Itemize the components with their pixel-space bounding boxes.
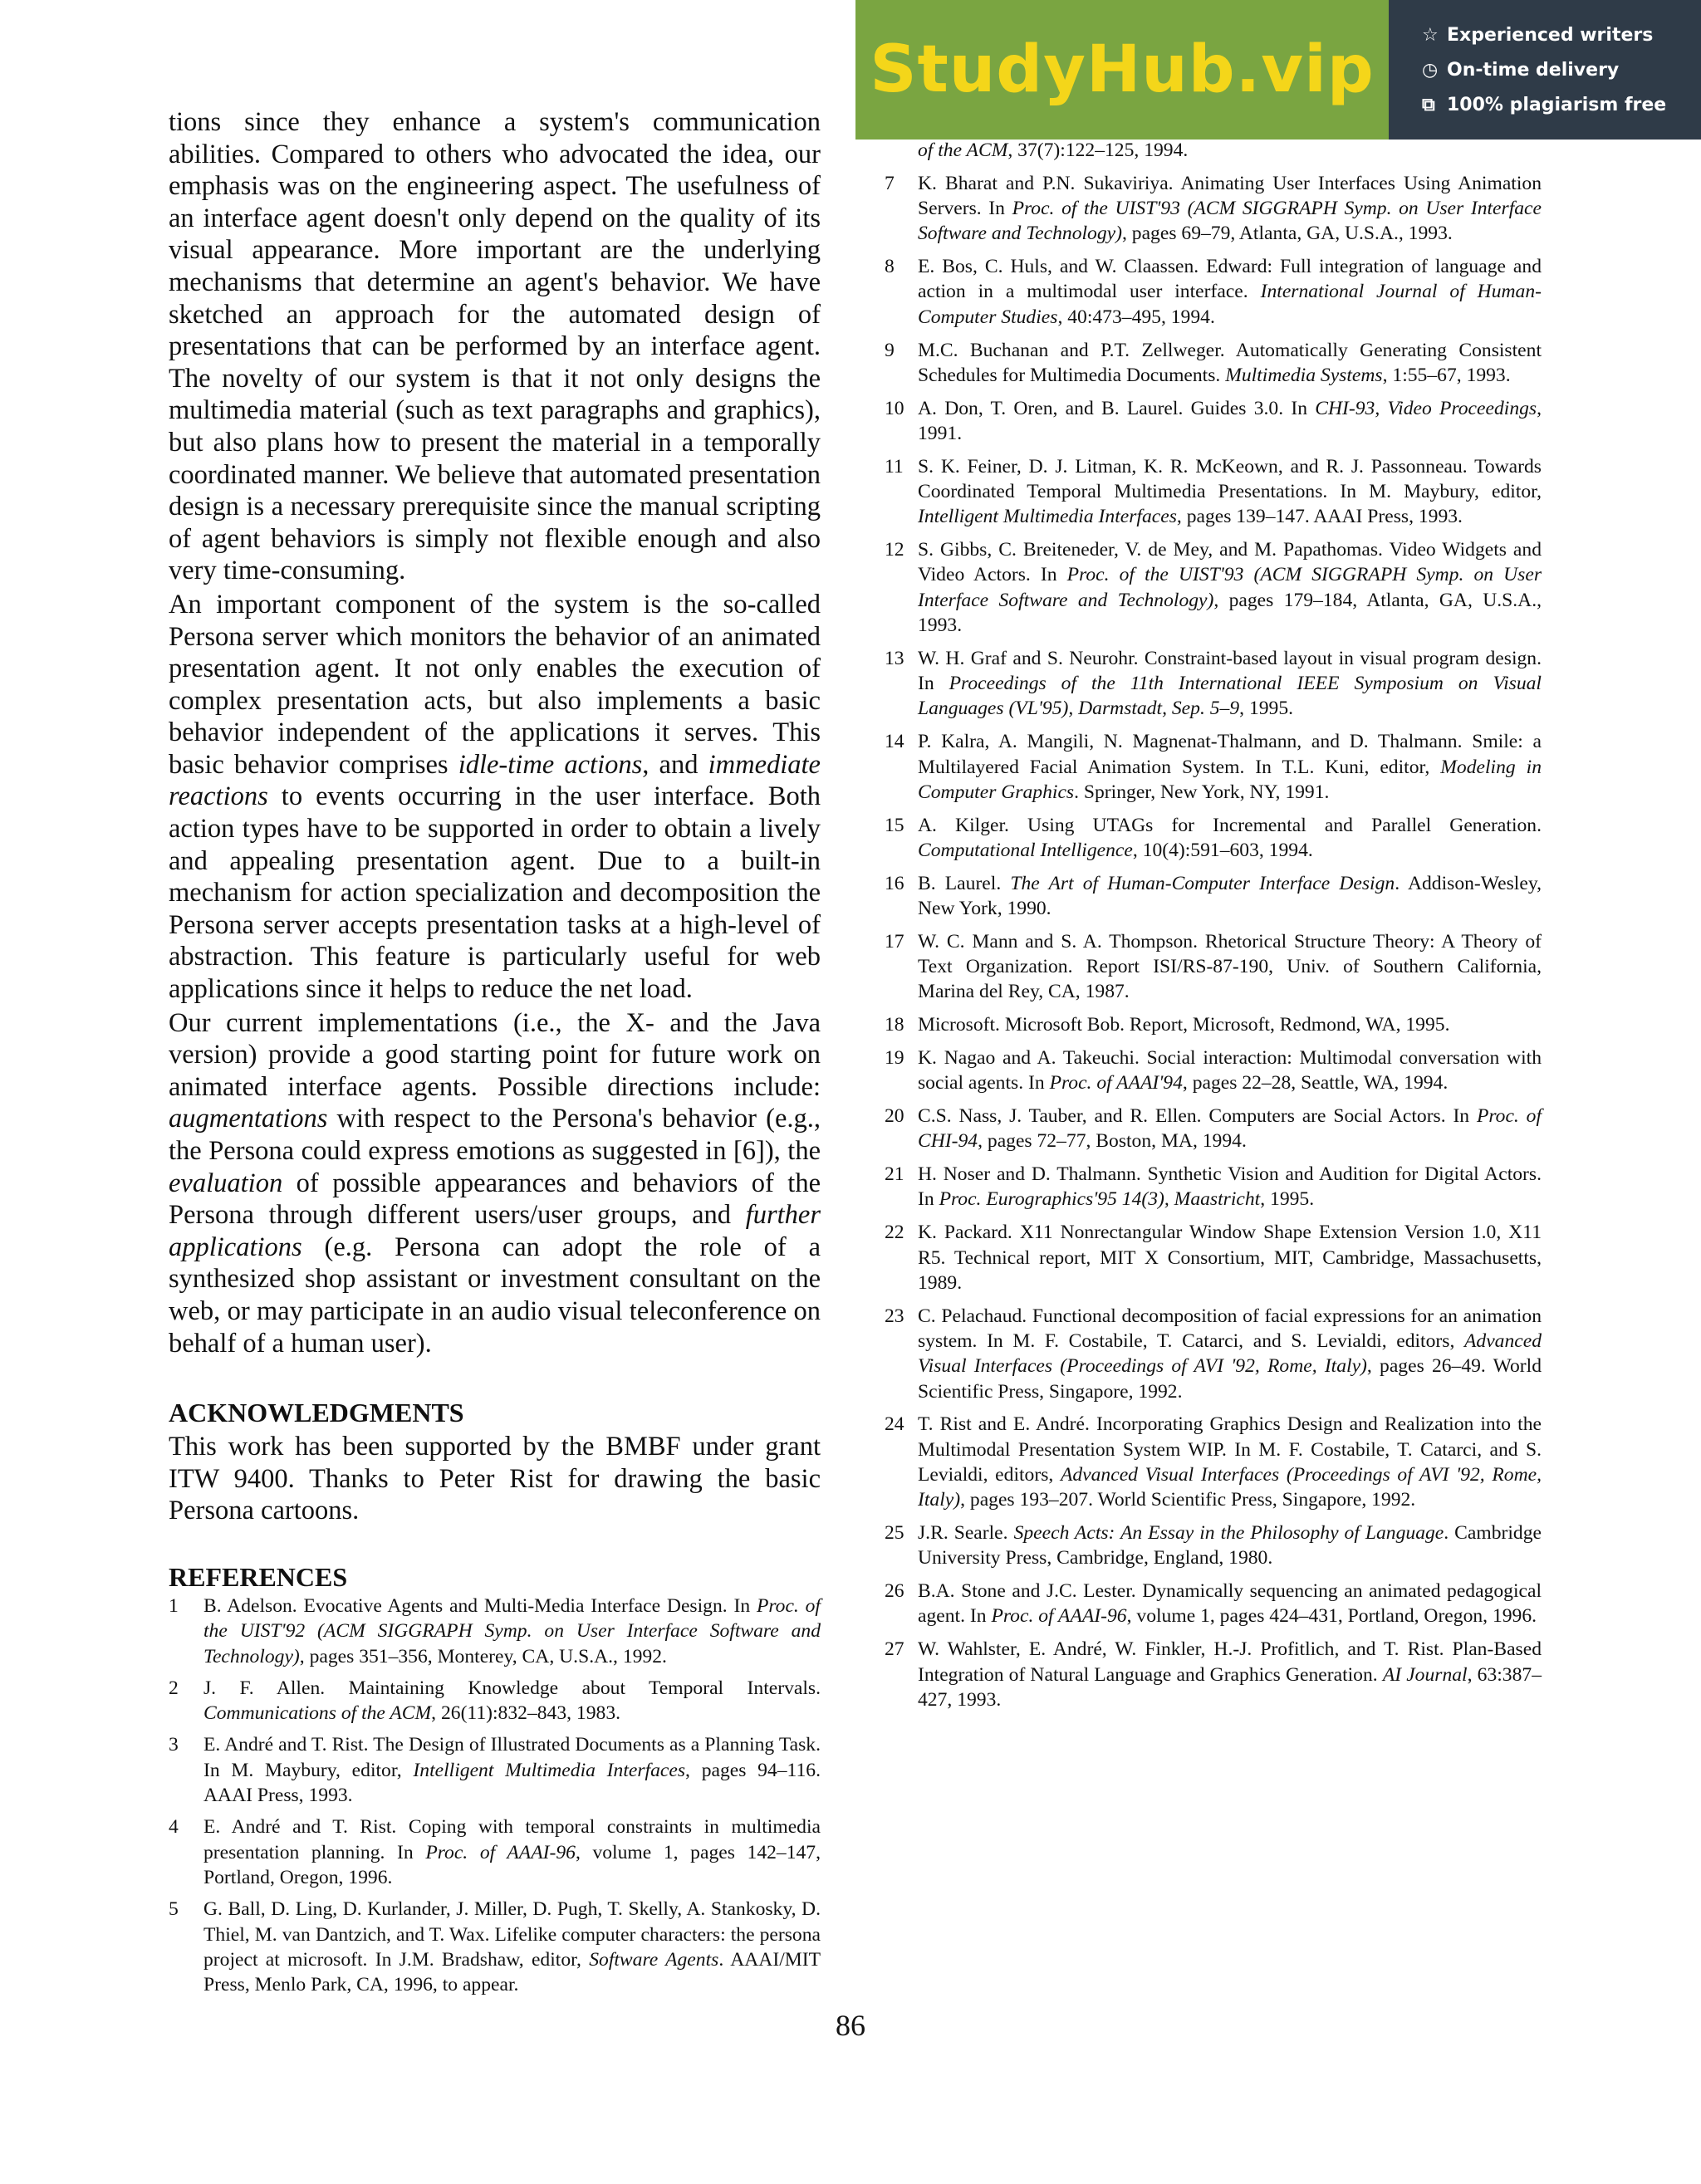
- reference-item: [883, 396, 1542, 447]
- reference-title: Proc. of the UIST'92 (ACM SIGGRAPH Symp. on User Interface Software and Technology): [203, 1594, 821, 1667]
- reference-title: CHI-93, Video Proceedings: [1315, 397, 1537, 419]
- reference-title: Proceedings of the 11th International IEEE Symposium on Visual Languages (VL'95), Darmstadt, Sep. 5–9: [918, 673, 1542, 720]
- reference-text: A. Don, T. Oren, and B. Laurel. Guides 3.0. In: [918, 397, 1316, 419]
- reference-title: Proc. of the UIST'93 (ACM SIGGRAPH Symp. on User Interface Software and Technology): [918, 564, 1542, 611]
- reference-item: [169, 1814, 821, 1890]
- ad-feature: [1422, 52, 1701, 87]
- reference-text: , 1:55–67, 1993.: [1382, 364, 1511, 386]
- reference-item: [883, 1162, 1542, 1212]
- reference-text: , pages 72–77, Boston, MA, 1994.: [978, 1130, 1247, 1153]
- reference-number: 21: [885, 1163, 904, 1186]
- reference-number: 27: [885, 1638, 904, 1661]
- ad-feature: [1422, 17, 1701, 52]
- text-run: with respect to the Persona's behavior (e.g., the Persona could express emotions as suggested in [6]), the: [169, 1104, 821, 1166]
- reference-text: K. Packard. X11 Nonrectangular Window Shape Extension Version 1.0, X11 R5. Technical report, MIT X Consortium, MIT, Cambridge, Massachusetts, 1989.: [918, 1222, 1542, 1294]
- reference-title: Advanced Visual Interfaces (Proceedings of AVI '92, Rome, Italy): [918, 1329, 1542, 1378]
- emphasis: evaluation: [169, 1168, 283, 1198]
- reference-number: 17: [885, 930, 904, 952]
- reference-title: Intelligent Multimedia Interfaces: [413, 1759, 686, 1781]
- reference-item: [883, 1520, 1542, 1571]
- emphasis: augmentations: [169, 1104, 328, 1134]
- text-run: Our current implementations (i.e., the X- and the Java version) provide a good starting point for future work on animated interface agents. Possible directions include:: [169, 1007, 821, 1102]
- reference-item: [883, 454, 1542, 530]
- reference-title: Computational Intelligence: [918, 839, 1133, 861]
- reference-item: [169, 1594, 821, 1669]
- reference-list-left: [169, 1594, 821, 1997]
- reference-text: , 1995.: [1260, 1188, 1315, 1211]
- references-heading: REFERENCES: [169, 1561, 348, 1592]
- reference-item: [883, 1220, 1542, 1295]
- reference-number: 23: [885, 1305, 904, 1327]
- reference-text: H. Noser and D. Thalmann. Synthetic Vision and Audition for Digital Actors. In: [918, 1163, 1542, 1211]
- reference-item: [883, 646, 1542, 722]
- reference-title: Proc. of AAAI-96: [991, 1605, 1127, 1628]
- reference-item: [883, 1637, 1542, 1712]
- reference-number: 2: [169, 1677, 179, 1699]
- reference-number: 1: [169, 1594, 179, 1617]
- ad-feature-label: On-time delivery: [1447, 59, 1620, 81]
- reference-number: 5: [169, 1898, 179, 1921]
- reference-text: , pages 22–28, Seattle, WA, 1994.: [1182, 1072, 1449, 1094]
- reference-item: [883, 813, 1542, 864]
- acknowledgments-text: This work has been supported by the BMBF under grant ITW 9400. Thanks to Peter Rist for drawing the basic Persona cartoons.: [169, 1432, 821, 1526]
- reference-title: Proc. of the UIST'93 (ACM SIGGRAPH Symp. on User Interface Software and Technology): [918, 198, 1542, 245]
- ad-banner[interactable]: [855, 0, 1701, 140]
- emphasis: further applications: [169, 1200, 821, 1262]
- reference-text: , 26(11):832–843, 1983.: [431, 1702, 621, 1725]
- body-paragraph-3: [169, 1007, 821, 1360]
- reference-item: [883, 1012, 1542, 1037]
- reference-text: , 37(7):122–125, 1994.: [1007, 140, 1189, 161]
- reference-number: 9: [885, 339, 895, 361]
- reference-list-right: [883, 138, 1542, 1712]
- reference-title: Modeling in Computer Graphics: [918, 756, 1542, 803]
- reference-text: , pages 193–207. World Scientific Press, Singapore, 1992.: [960, 1489, 1416, 1511]
- reference-title: Proc. Eurographics'95 14(3), Maastricht: [939, 1188, 1261, 1211]
- reference-number: 8: [885, 256, 895, 278]
- acknowledgments-heading: ACKNOWLEDGMENTS: [169, 1398, 464, 1428]
- reference-text: C. Pelachaud. Functional decomposition of facial expressions for an animation system. In M. F. Costabile, T. Catarci, and S. Levialdi, editors,: [918, 1305, 1542, 1352]
- text-run: An important component of the system is the so-called Persona server which monitors the behavior of an animated presentation agent. It not only enables the execution of complex presentation acts, but also implements a basic behavior independent of the applications it serves. This basic behavior comprises: [169, 589, 821, 780]
- reference-title: Software Agents: [589, 1948, 719, 1971]
- reference-text: , 63:387–427, 1993.: [918, 1663, 1542, 1711]
- reference-text: , pages 139–147. AAAI Press, 1993.: [1176, 506, 1463, 528]
- reference-item: [883, 1412, 1542, 1512]
- reference-text: T. Rist and E. André. Incorporating Graphics Design and Realization into the Multimodal Presentation System WIP. In M. F. Costabile, T. Catarci, and S. Levialdi, editors,: [918, 1413, 1542, 1486]
- reference-item: [169, 1676, 821, 1726]
- ad-logo[interactable]: StudyHub.vip: [855, 0, 1389, 140]
- right-column: [883, 138, 1542, 1721]
- reference-number: 16: [885, 872, 904, 894]
- reference-item: [883, 254, 1542, 330]
- reference-text: , 1995.: [1239, 698, 1294, 720]
- reference-text: B. Laurel.: [918, 872, 1011, 894]
- reference-title: International Journal of Human-Computer Studies: [918, 281, 1542, 328]
- reference-number: 13: [885, 647, 904, 669]
- body-paragraph-1: tions since they enhance a system's communication abilities. Compared to others who advocated the idea, our emphasis was on the engineering aspect. The usefulness of an interface agent doesn't only depend on the quality of its visual appearance. More important are the underlying mechanisms that determine an agent's behavior. We have sketched an approach for the automated design of presentations that can be performed by an interface agent. The novelty of our system is that it not only designs the multimedia material (such as text paragraphs and graphics), but also plans how to present the material in a temporally coordinated manner. We believe that automated presentation design is a necessary prerequisite since the manual scripting of agent behaviors is simply not flexible enough and also very time-consuming.: [169, 107, 821, 586]
- reference-text: C.S. Nass, J. Tauber, and R. Ellen. Computers are Social Actors. In: [918, 1105, 1477, 1128]
- reference-text: , 10(4):591–603, 1994.: [1132, 839, 1313, 861]
- reference-number: 20: [885, 1105, 904, 1128]
- reference-text: , pages 94–116. AAAI Press, 1993.: [203, 1759, 821, 1807]
- reference-item: [883, 537, 1542, 638]
- reference-number: 25: [885, 1522, 904, 1545]
- reference-number: 12: [885, 539, 904, 561]
- reference-title: The Art of Human-Computer Interface Design: [1010, 872, 1395, 894]
- reference-text: P. Kalra, A. Mangili, N. Magnenat-Thalmann, and D. Thalmann. Smile: a Multilayered Facial Animation System. In T.L. Kuni, editor,: [918, 731, 1542, 778]
- reference-item: [883, 138, 1542, 163]
- reference-text: , volume 1, pages 424–431, Portland, Oregon, 1996.: [1126, 1605, 1537, 1628]
- reference-text: B.A. Stone and J.C. Lester. Dynamically sequencing an animated pedagogical agent. In: [918, 1580, 1542, 1628]
- reference-text: . Addison-Wesley, New York, 1990.: [918, 872, 1542, 920]
- left-column: [169, 106, 821, 2004]
- star-icon: ☆: [1422, 24, 1439, 46]
- reference-text: , volume 1, pages 142–147, Portland, Oregon, 1996.: [203, 1841, 821, 1888]
- reference-text: , pages 351–356, Monterey, CA, U.S.A., 1992.: [299, 1645, 667, 1667]
- reference-text: K. Nagao and A. Takeuchi. Social interaction: Multimodal conversation with social agents. In: [918, 1047, 1542, 1094]
- reference-title: Multimedia Systems: [1225, 364, 1383, 386]
- reference-title: Proc. of AAAI'94: [1049, 1072, 1183, 1094]
- text-run: (e.g. Persona can adopt the role of a synthesized shop assistant or investment consultant on the web, or may participate in an audio visual teleconference on behalf of a human user).: [169, 1232, 821, 1359]
- emphasis: idle-time actions: [458, 749, 643, 780]
- reference-title: Speech Acts: An Essay in the Philosophy of Language: [1013, 1522, 1444, 1545]
- reference-number: 19: [885, 1047, 904, 1069]
- reference-number: 15: [885, 814, 904, 836]
- reference-text: S. Gibbs, C. Breiteneder, V. de Mey, and M. Papathomas. Video Widgets and Video Actors. In: [918, 539, 1542, 586]
- ad-feature-list: [1389, 0, 1701, 140]
- text-run: of possible appearances and behaviors of the Persona through different users/user groups, and: [169, 1168, 821, 1231]
- reference-text: S. K. Feiner, D. J. Litman, K. R. McKeown, and R. J. Passonneau. Towards Coordinated Temporal Multimedia Presentations. In M. Maybury, editor,: [918, 455, 1542, 503]
- reference-text: . Cambridge University Press, Cambridge, England, 1980.: [918, 1522, 1542, 1569]
- reference-title: AI Journal: [1382, 1663, 1468, 1686]
- reference-title: Proc. of CHI-94: [918, 1105, 1542, 1153]
- reference-text: , pages 26–49. World Scientific Press, Singapore, 1992.: [918, 1355, 1542, 1403]
- reference-title: of the ACM: [918, 140, 1008, 161]
- reference-text: E. André and T. Rist. The Design of Illustrated Documents as a Planning Task. In M. Maybury, editor,: [203, 1734, 821, 1781]
- reference-item: [883, 929, 1542, 1005]
- reference-title: Advanced Visual Interfaces (Proceedings of AVI '92, Rome, Italy): [918, 1463, 1542, 1511]
- reference-text: , 40:473–495, 1994.: [1057, 306, 1215, 328]
- reference-number: 7: [885, 172, 895, 194]
- reference-number: 18: [885, 1014, 904, 1036]
- reference-number: 14: [885, 731, 904, 753]
- reference-text: M.C. Buchanan and P.T. Zellweger. Automatically Generating Consistent Schedules for Multimedia Documents.: [918, 339, 1542, 386]
- reference-item: [883, 338, 1542, 389]
- reference-text: , pages 179–184, Atlanta, GA, U.S.A., 1993.: [918, 589, 1542, 637]
- reference-title: Communications of the ACM: [203, 1702, 432, 1725]
- reference-item: [883, 1304, 1542, 1404]
- reference-number: 4: [169, 1816, 179, 1839]
- reference-text: J. F. Allen. Maintaining Knowledge about Temporal Intervals.: [203, 1677, 821, 1699]
- reference-number: 22: [885, 1222, 904, 1244]
- clock-icon: ◷: [1422, 59, 1439, 81]
- reference-item: [883, 1045, 1542, 1096]
- reference-number: 11: [885, 455, 904, 477]
- reference-text: W. Wahlster, E. André, W. Finkler, H.-J. Profitlich, and T. Rist. Plan-Based Integration of Natural Language and Graphics Generation.: [918, 1638, 1542, 1686]
- reference-text: , 1991.: [918, 397, 1542, 444]
- reference-item: [883, 729, 1542, 805]
- page-number: 86: [836, 2009, 865, 2042]
- reference-item: [169, 1732, 821, 1808]
- copy-icon: ⧉: [1422, 94, 1435, 115]
- reference-text: K. Bharat and P.N. Sukaviriya. Animating User Interfaces Using Animation Servers. In: [918, 172, 1542, 220]
- reference-text: G. Ball, D. Ling, D. Kurlander, J. Miller, D. Pugh, T. Skelly, A. Stankosky, D. Thiel, M. van Dantzich, and T. Wax. Lifelike computer characters: the persona project at microsoft. In J.M. Bradshaw, editor,: [203, 1898, 821, 1971]
- reference-item: [883, 871, 1542, 922]
- reference-number: 3: [169, 1734, 179, 1756]
- ad-feature-label: 100% plagiarism free: [1447, 94, 1667, 115]
- reference-number: 10: [885, 397, 904, 419]
- reference-item: [883, 1104, 1542, 1154]
- text-run: , and: [642, 749, 708, 780]
- reference-text: J.R. Searle.: [918, 1522, 1014, 1545]
- reference-title: Proc. of AAAI-96: [425, 1841, 576, 1863]
- reference-item: [883, 171, 1542, 247]
- ad-feature-label: Experienced writers: [1447, 24, 1654, 46]
- body-paragraph-2: [169, 589, 821, 1006]
- ad-feature: [1422, 87, 1701, 122]
- reference-number: 26: [885, 1580, 904, 1603]
- reference-text: W. C. Mann and S. A. Thompson. Rhetorical Structure Theory: A Theory of Text Organization. Report ISI/RS-87-190, Univ. of Southern California, Marina del Rey, CA, 1987.: [918, 930, 1542, 1003]
- reference-text: E. Bos, C. Huls, and W. Claassen. Edward: Full integration of language and action in a multimodal user interface.: [918, 256, 1542, 303]
- reference-text: A. Kilger. Using UTAGs for Incremental and Parallel Generation.: [918, 814, 1542, 836]
- reference-text: . Springer, New York, NY, 1991.: [1074, 781, 1330, 803]
- text-run: to events occurring in the user interface. Both action types have to be supported in order to obtain a lively and appealing presentation agent. Due to a built-in mechanism for action specialization and decomposition the Persona server accepts presentation tasks at a high-level of abstraction. This feature is particularly useful for web applications since it helps to reduce the net load.: [169, 781, 821, 1005]
- reference-text: Microsoft. Microsoft Bob. Report, Microsoft, Redmond, WA, 1995.: [918, 1014, 1450, 1036]
- reference-text: E. André and T. Rist. Coping with temporal constraints in multimedia presentation planning. In: [203, 1816, 821, 1863]
- reference-number: 24: [885, 1413, 904, 1436]
- reference-text: . AAAI/MIT Press, Menlo Park, CA, 1996, to appear.: [203, 1948, 821, 1996]
- emphasis: immediate reactions: [169, 749, 821, 812]
- reference-item: [883, 1579, 1542, 1629]
- reference-text: W. H. Graf and S. Neurohr. Constraint-based layout in visual program design. In: [918, 647, 1542, 695]
- reference-item: [169, 1897, 821, 1997]
- reference-text: B. Adelson. Evocative Agents and Multi-Media Interface Design. In: [203, 1594, 757, 1617]
- reference-text: , pages 69–79, Atlanta, GA, U.S.A., 1993.: [1121, 223, 1453, 245]
- reference-title: Intelligent Multimedia Interfaces: [918, 506, 1177, 528]
